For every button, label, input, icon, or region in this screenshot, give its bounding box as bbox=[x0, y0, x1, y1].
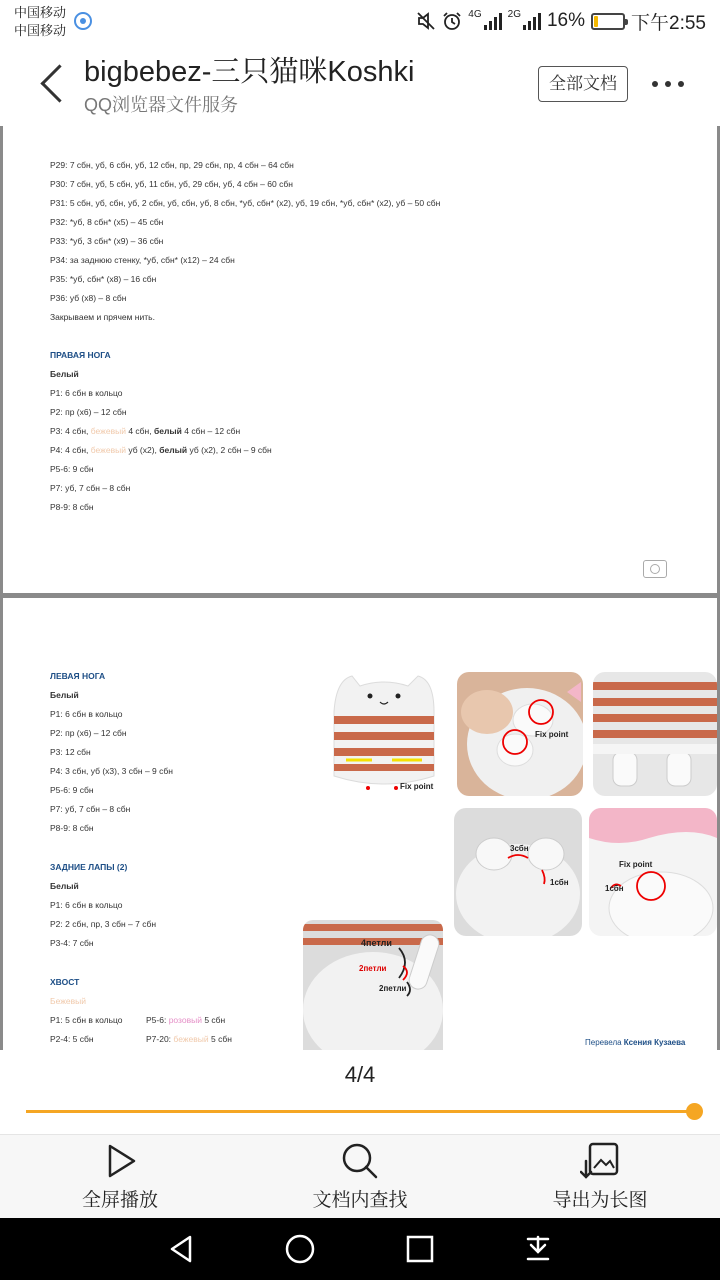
pattern-row: Р35: *уб, сбн* (х8) – 16 сбн bbox=[50, 274, 157, 284]
find-in-document-button[interactable] bbox=[240, 1135, 480, 1219]
more-options-button[interactable] bbox=[652, 74, 692, 94]
photo-cat-body bbox=[322, 672, 446, 800]
pattern-row: Р1: 6 сбн в кольцо bbox=[50, 709, 123, 719]
color-label: Белый bbox=[50, 690, 79, 700]
pattern-row: Р31: 5 сбн, уб, сбн, уб, 2 сбн, уб, сбн, уб, 8 сбн, *уб, сбн* (х2), уб, 19 сбн, *уб, сбн* (х2), уб – 50 сбн bbox=[50, 198, 441, 208]
carrier-2: 中国移动 bbox=[14, 23, 67, 38]
photo-cat-legs bbox=[593, 672, 717, 796]
stitch-count-label: 1сбн bbox=[550, 878, 569, 887]
pattern-row bbox=[50, 444, 272, 456]
photo-fix-point-hand bbox=[457, 672, 583, 796]
all-documents-button[interactable]: 全部文档 bbox=[538, 66, 628, 102]
section-title-tail: ХВОСТ bbox=[50, 977, 80, 987]
more-dot-icon bbox=[678, 81, 684, 87]
page-slider-fill bbox=[26, 1110, 694, 1113]
pattern-row: Р34: за заднюю стенку, *уб, сбн* (х12) – 24 сбн bbox=[50, 255, 235, 265]
pattern-row: Р30: 7 сбн, уб, 5 сбн, уб, 11 сбн, уб, 29 сбн, уб, 4 сбн – 60 сбн bbox=[50, 179, 293, 189]
photo-close-up-fix bbox=[589, 808, 717, 936]
pattern-row bbox=[146, 1033, 232, 1045]
export-long-image-button[interactable] bbox=[480, 1135, 720, 1219]
system-navigation-bar bbox=[0, 1218, 720, 1280]
row-color-word: белый bbox=[159, 445, 188, 455]
export-image-icon bbox=[580, 1141, 620, 1181]
row-color-word: бежевый bbox=[90, 445, 126, 455]
row-part: Р5-6: bbox=[146, 1015, 167, 1025]
pattern-row bbox=[50, 425, 240, 437]
row-part: 5 сбн bbox=[204, 1015, 226, 1025]
bottom-toolbar bbox=[0, 1134, 720, 1218]
row-part: уб (х2), bbox=[128, 445, 157, 455]
battery-icon bbox=[591, 13, 625, 30]
pattern-row: Р1: 6 сбн в кольцо bbox=[50, 900, 123, 910]
back-button[interactable] bbox=[34, 60, 74, 110]
photo-bottom-image bbox=[454, 808, 582, 936]
network-type-1: 4G bbox=[468, 9, 482, 20]
document-page-4 bbox=[3, 598, 717, 1050]
row-color-word: белый bbox=[153, 426, 182, 436]
loop-count-label: 2петли bbox=[359, 964, 387, 973]
more-dot-icon bbox=[652, 81, 658, 87]
play-icon bbox=[100, 1141, 140, 1181]
photo-close-up-image bbox=[589, 808, 717, 936]
pattern-row: Р8-9: 8 сбн bbox=[50, 823, 94, 833]
export-long-image-label: 导出为长图 bbox=[552, 1190, 648, 1211]
loop-count-label: 4петли bbox=[361, 938, 392, 948]
row-part: уб (х2), 2 сбн – 9 сбн bbox=[189, 445, 272, 455]
mute-icon bbox=[416, 11, 436, 31]
pattern-row bbox=[146, 1014, 225, 1026]
camera-icon bbox=[643, 560, 667, 578]
row-part: 5 сбн bbox=[211, 1034, 232, 1044]
pattern-row: Р3-4: 7 сбн bbox=[50, 938, 94, 948]
credit-prefix: Перевела bbox=[585, 1038, 622, 1047]
hotspot-icon bbox=[74, 12, 92, 30]
pattern-row: Р1: 6 сбн в кольцо bbox=[50, 388, 123, 398]
nav-notification-pull-icon[interactable] bbox=[522, 1233, 554, 1265]
pattern-row: Р4: 3 сбн, уб (х3), 3 сбн – 9 сбн bbox=[50, 766, 173, 776]
carrier-1: 中国移动 bbox=[14, 5, 67, 20]
signal-icon-2 bbox=[523, 12, 541, 30]
signal-icon bbox=[484, 12, 502, 30]
color-label: Белый bbox=[50, 881, 79, 891]
row-part: 4 сбн, bbox=[128, 426, 152, 436]
pattern-row: Р32: *уб, 8 сбн* (х5) – 45 сбн bbox=[50, 217, 164, 227]
nav-home-icon[interactable] bbox=[284, 1233, 316, 1265]
nav-back-icon[interactable] bbox=[166, 1233, 198, 1265]
document-source: QQ浏览器文件服务 bbox=[84, 95, 239, 115]
page-indicator: 4/4 bbox=[344, 1062, 376, 1087]
pattern-row: Р2: пр (х6) – 12 сбн bbox=[50, 728, 127, 738]
find-in-document-label: 文档内查找 bbox=[312, 1190, 408, 1211]
loop-count-label: 2петли bbox=[379, 984, 407, 993]
search-icon bbox=[340, 1141, 380, 1181]
status-icons bbox=[416, 8, 706, 34]
clock: 下午2:55 bbox=[631, 12, 706, 34]
alarm-icon bbox=[442, 11, 462, 31]
pattern-row: Закрываем и прячем нить. bbox=[50, 312, 155, 322]
document-page-3 bbox=[3, 126, 717, 593]
document-viewer[interactable] bbox=[0, 126, 720, 1050]
status-bar bbox=[0, 0, 720, 44]
fullscreen-play-label: 全屏播放 bbox=[81, 1190, 158, 1211]
row-color-word: бежевый bbox=[90, 426, 126, 436]
pattern-row: Р8-9: 8 сбн bbox=[50, 502, 94, 512]
pattern-row: Р33: *уб, 3 сбн* (х9) – 36 сбн bbox=[50, 236, 164, 246]
section-title-left-leg: ЛЕВАЯ НОГА bbox=[50, 671, 106, 681]
battery-percent: 16% bbox=[546, 10, 586, 31]
pattern-row: Р5-6: 9 сбн bbox=[50, 464, 94, 474]
app-header bbox=[0, 44, 720, 126]
document-title: bigbebez-三只猫咪Koshki bbox=[84, 56, 415, 88]
color-label: Белый bbox=[50, 369, 79, 379]
page-navigator bbox=[0, 1050, 720, 1134]
row-part: Р3: 4 сбн, bbox=[50, 426, 89, 436]
photo-cat-body-image bbox=[322, 672, 446, 800]
credit-name: Ксения Кузаева bbox=[623, 1038, 686, 1047]
stitch-count-label: 3сбн bbox=[510, 844, 529, 853]
pattern-row: Р36: уб (х8) – 8 сбн bbox=[50, 293, 127, 303]
pattern-row: Р1: 5 сбн в кольцо bbox=[50, 1015, 123, 1025]
battery-level bbox=[594, 16, 598, 27]
pattern-row: Р3: 12 сбн bbox=[50, 747, 91, 757]
pattern-row: Р2: пр (х6) – 12 сбн bbox=[50, 407, 127, 417]
fix-point-label: Fix point bbox=[619, 860, 653, 869]
pattern-row: Р5-6: 9 сбн bbox=[50, 785, 94, 795]
translator-credit bbox=[585, 1038, 685, 1047]
row-part: Р4: 4 сбн, bbox=[50, 445, 89, 455]
more-dot-icon bbox=[665, 81, 671, 87]
row-color-word: бежевый bbox=[173, 1034, 209, 1044]
pattern-row: Р7: уб, 7 сбн – 8 сбн bbox=[50, 804, 131, 814]
row-color-word: розовый bbox=[168, 1015, 202, 1025]
carrier-info bbox=[14, 4, 66, 40]
section-title-right-leg: ПРАВАЯ НОГА bbox=[50, 350, 111, 360]
photo-legs-image bbox=[593, 672, 717, 796]
fullscreen-play-button[interactable] bbox=[0, 1135, 240, 1219]
fix-point-label: Fix point bbox=[400, 782, 434, 791]
row-part: Р7-20: bbox=[146, 1034, 172, 1044]
section-title-hind-paws: ЗАДНИЕ ЛАПЫ (2) bbox=[50, 862, 128, 872]
page-slider-thumb[interactable] bbox=[686, 1103, 703, 1120]
color-label: Бежевый bbox=[50, 996, 86, 1006]
photo-tail-placement bbox=[303, 920, 443, 1050]
row-part: 4 сбн – 12 сбн bbox=[184, 426, 241, 436]
fix-point-label: Fix point bbox=[535, 730, 569, 739]
pattern-row: Р29: 7 сбн, уб, 6 сбн, уб, 12 сбн, пр, 29 сбн, пр, 4 сбн – 64 сбн bbox=[50, 160, 294, 170]
photo-bottom-paws bbox=[454, 808, 582, 936]
network-type-2: 2G bbox=[507, 9, 521, 20]
stitch-count-label: 1сбн bbox=[605, 884, 624, 893]
page-slider[interactable] bbox=[26, 1110, 694, 1113]
pattern-row: Р2-4: 5 сбн bbox=[50, 1034, 94, 1044]
pattern-row: Р7: уб, 7 сбн – 8 сбн bbox=[50, 483, 131, 493]
nav-recents-icon[interactable] bbox=[404, 1233, 436, 1265]
pattern-row: Р2: 2 сбн, пр, 3 сбн – 7 сбн bbox=[50, 919, 157, 929]
